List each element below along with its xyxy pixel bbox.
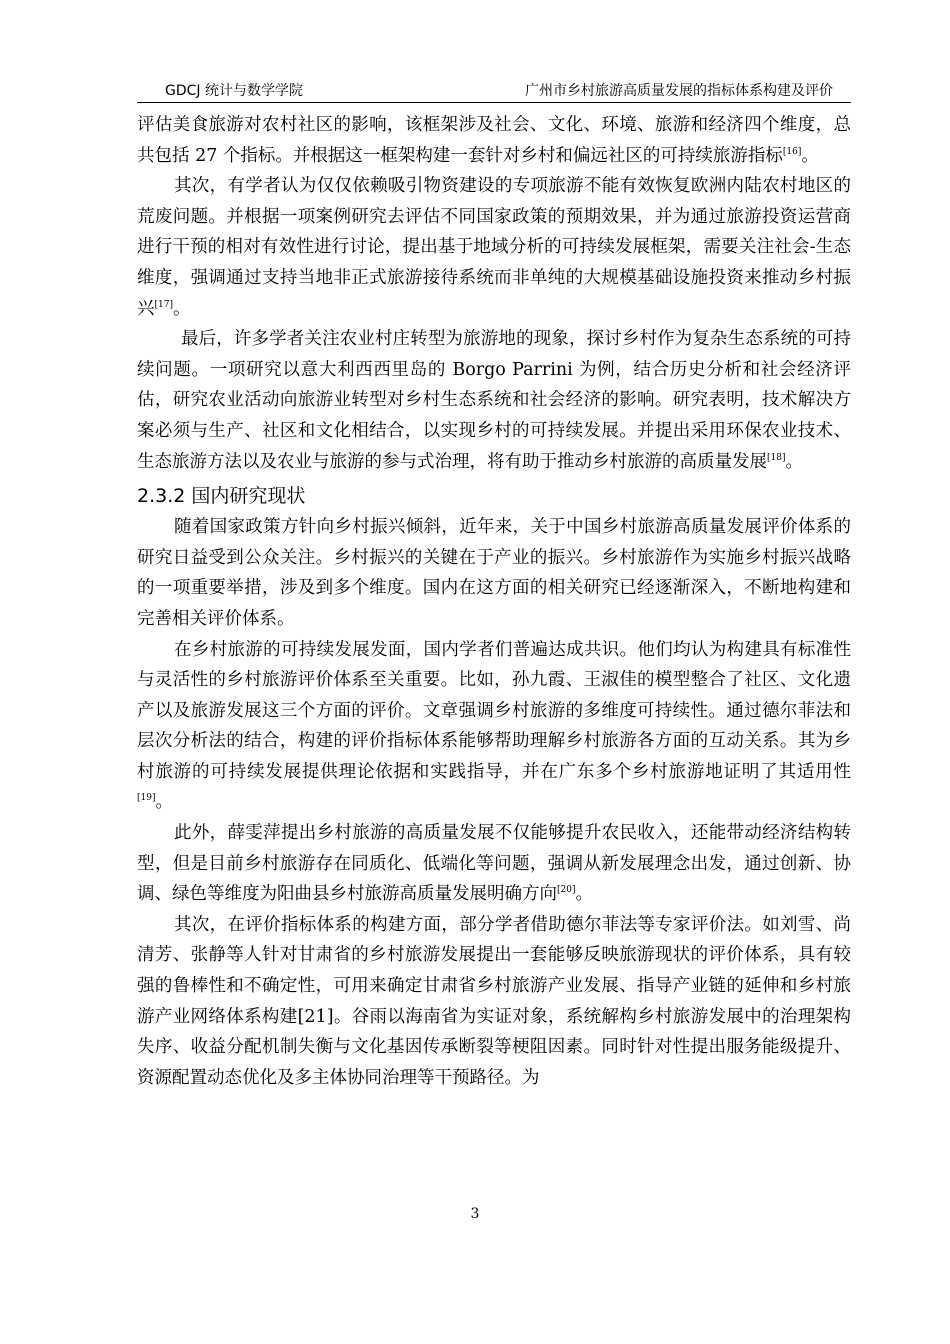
paragraph-1 (137, 110, 851, 171)
paragraph-text: 在乡村旅游的可持续发展发面，国内学者们普遍达成共识。他们均认为构建具有标准性与灵活性的乡村旅游评价体系至关重要。比如，孙九霞、王淑佳的模型整合了社区、文化遗产以及旅游发展这三个方面的评价。文章强调乡村旅游的多维度可持续性。通过德尔菲法和层次分析法的结合，构建的评价指标体系能够帮助理解乡村旅游各方面的互动关系。其为乡村旅游的可持续发展提供理论依据和实践指导，并在广东多个乡村旅游地证明了其适用性 (137, 639, 851, 782)
paragraph-text: 其次，有学者认为仅仅依赖吸引物资建设的专项旅游不能有效恢复欧洲内陆农村地区的荒废问题。并根据一项案例研究去评估不同国家政策的预期效果，并为通过旅游投资运营商进行干预的相对有效性进行讨论，提出基于地域分析的可持续发展框架，需要关注社会-生态维度，强调通过支持当地非正式旅游接待系统而非单纯的大规模基础设施投资来推动乡村振兴 (137, 176, 851, 319)
citation-ref: [20] (557, 885, 576, 896)
section-heading: 2.3.2 国内研究现状 (137, 485, 306, 508)
paragraph-text: 此外，薛雯萍提出乡村旅游的高质量发展不仅能够提升农民收入，还能带动经济结构转型，但是目前乡村旅游存在同质化、低端化等问题，强调从新发展理念出发，通过创新、协调、绿色等维度为阳曲县乡村旅游高质量发展明确方向 (137, 823, 851, 905)
paragraph-tail: 。 (172, 298, 191, 319)
citation-ref: [19] (137, 793, 156, 804)
paragraph-tail: 。 (785, 451, 803, 472)
paragraph-6 (137, 818, 851, 910)
paragraph-tail: 。 (155, 792, 173, 813)
paragraph-3 (137, 324, 851, 477)
citation-ref: [16] (782, 146, 802, 157)
paragraph-tail: 。 (801, 145, 819, 166)
header-divider (137, 102, 851, 103)
citation-ref: [18] (767, 452, 786, 463)
paragraph-text: 其次，在评价指标体系的构建方面，部分学者借助德尔菲法等专家评价法。如刘雪、尚清芳、张静等人针对甘肃省的乡村旅游发展提出一套能够反映旅游现状的评价体系，具有较强的鲁棒性和不确定性，可用来确定甘肃省乡村旅游产业发展、指导产业链的延伸和乡村旅游产业网络体系构建[21]。谷雨以海南省为实证对象，系统解构乡村旅游发展中的治理架构失序、收益分配机制失衡与文化基因传承断裂等梗阻因素。同时针对性提出服务能级提升、资源配置动态优化及多主体协同治理等干预路径。为 (137, 914, 851, 1088)
page-header (137, 80, 851, 101)
paragraph-text: 随着国家政策方针向乡村振兴倾斜，近年来，关于中国乡村旅游高质量发展评价体系的研究日益受到公众关注。乡村振兴的关键在于产业的振兴。乡村旅游作为实施乡村振兴战略的一项重要举措，涉及到多个维度。国内在这方面的相关研究已经逐渐深入，不断地构建和完善相关评价体系。 (137, 517, 851, 629)
header-thesis-title: 广州市乡村旅游高质量发展的指标体系构建及评价 (525, 83, 833, 99)
paragraph-7 (137, 910, 851, 1094)
paragraph-5 (137, 635, 851, 819)
paragraph-text: 评估美食旅游对农村社区的影响，该框架涉及社会、文化、环境、旅游和经济四个维度，总共包括 27 个指标。并根据这一框架构建一套针对乡村和偏远社区的可持续旅游指标 (137, 115, 851, 166)
header-school: GDCJ 统计与数学学院 (165, 83, 303, 99)
page-number: 3 (470, 1206, 480, 1222)
paragraph-text: 最后，许多学者关注农业村庄转型为旅游地的现象，探讨乡村作为复杂生态系统的可持续问题。一项研究以意大利西西里岛的 Borgo Parrini 为例，结合历史分析和社会经济评估，研究农业活动向旅游业转型对乡村生态系统和社会经济的影响。研究表明，技术解决方案必须与生产、社区和文化相结合，以实现乡村的可持续发展。并提出采用环保农业技术、生态旅游方法以及农业与旅游的参与式治理，将有助于推动乡村旅游的高质量发展 (137, 329, 851, 472)
paragraph-tail: 。 (575, 884, 593, 905)
paragraph-4 (137, 512, 851, 634)
body-text (137, 110, 851, 1093)
citation-ref: [17] (154, 299, 173, 310)
paragraph-2 (137, 171, 851, 324)
